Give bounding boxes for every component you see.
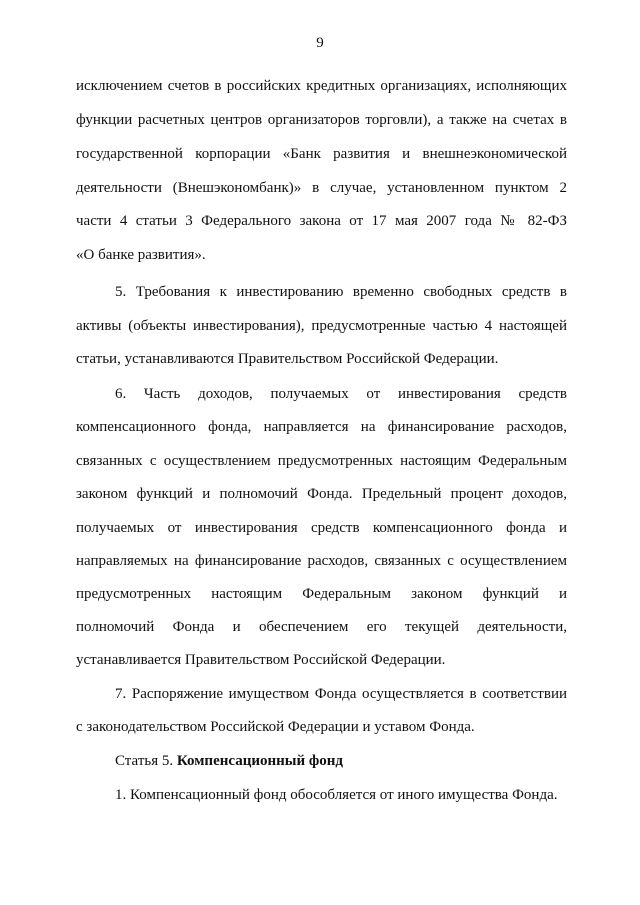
text-line: государственной корпорации «Банк развития и внешнеэкономической [76,146,567,162]
article-label: Статья 5. [115,753,174,769]
text-line: законом функций и полномочий Фонда. Предельный процент доходов, [76,486,567,502]
text-line: компенсационного фонда, направляется на финансирование расходов, [76,419,567,435]
text-line: полномочий Фонда и обеспечением его текущей деятельности, [76,619,567,635]
text-line: 6. Часть доходов, получаемых от инвестирования средств [115,386,567,402]
text-line: исключением счетов в российских кредитных организациях, исполняющих [76,78,567,94]
text-line: получаемых от инвестирования средств компенсационного фонда и [76,520,567,536]
text-line: 5. Требования к инвестированию временно свободных средств в [115,284,567,300]
text-line: «О банке развития». [76,247,206,263]
text-line: с законодательством Российской Федерации и уставом Фонда. [76,719,475,735]
text-line: активы (объекты инвестирования), предусмотренные частью 4 настоящей [76,318,567,334]
text-line: статьи, устанавливаются Правительством Российской Федерации. [76,351,499,367]
text-line: 1. Компенсационный фонд обособляется от иного имущества Фонда. [115,787,558,803]
text-line: части 4 статьи 3 Федерального закона от 17 мая 2007 года № 82-ФЗ [76,213,567,229]
article-heading [115,751,606,771]
text-line: деятельности (Внешэкономбанк)» в случае, установленном пунктом 2 [76,180,567,196]
text-line: направляемых на финансирование расходов, связанных с осуществлением [76,553,567,569]
page-number: 9 [316,35,324,51]
article-title: Компенсационный фонд [176,753,344,769]
text-line: функции расчетных центров организаторов торговли), а также на счетах в [76,112,567,128]
text-line: связанных с осуществлением предусмотренных настоящим Федеральным [76,453,567,469]
text-line: устанавливается Правительством Российской Федерации. [76,652,446,668]
text-line: предусмотренных настоящим Федеральным законом функций и [76,586,567,602]
text-line: 7. Распоряжение имуществом Фонда осуществляется в соответствии [115,686,567,702]
